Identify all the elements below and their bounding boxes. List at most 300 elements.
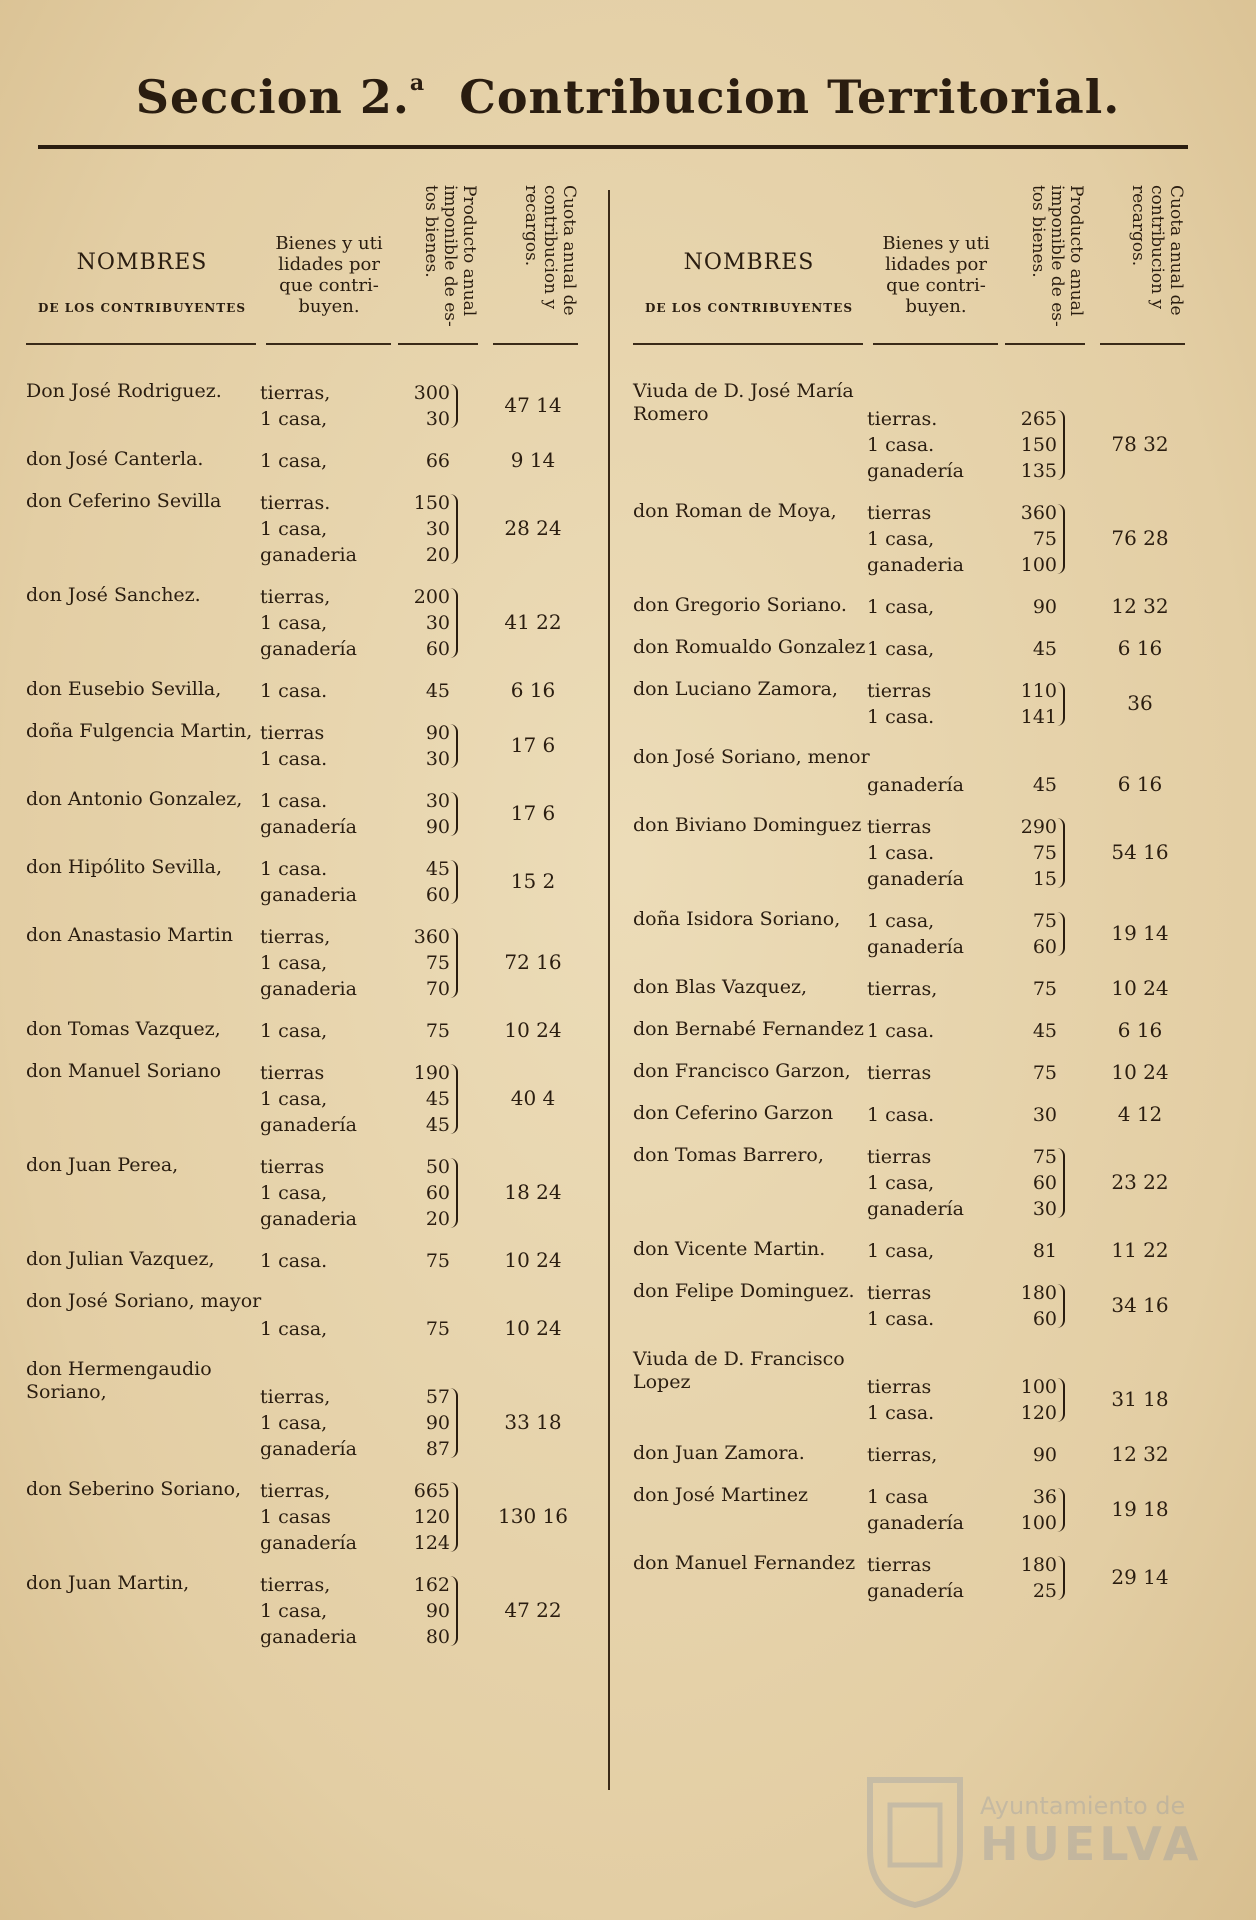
property-type: tierras, <box>260 586 331 608</box>
property-row <box>867 552 1067 578</box>
annual-quota: 4 12 <box>1117 1102 1163 1126</box>
title-rest: Contribucion Territorial. <box>459 70 1121 124</box>
contributor-entry <box>615 746 1185 798</box>
property-type: 1 casa. <box>260 680 328 702</box>
product-value: 15 <box>1032 868 1057 890</box>
grouping-brace <box>450 1576 458 1646</box>
grouping-brace <box>450 1158 458 1228</box>
annual-quota: 18 24 <box>504 1180 562 1204</box>
product-value: 50 <box>425 1156 450 1178</box>
product-value: 75 <box>425 1020 450 1042</box>
title-main: Seccion 2. <box>135 70 410 124</box>
property-row <box>867 594 1067 620</box>
annual-quota: 17 6 <box>510 801 556 825</box>
contributor-name: don José Soriano, menor <box>633 746 870 768</box>
property-row <box>867 1280 1067 1306</box>
property-row <box>867 500 1067 526</box>
contributor-entry <box>8 1018 578 1044</box>
product-value: 30 <box>425 408 450 430</box>
product-value: 36 <box>1032 1486 1057 1508</box>
property-list <box>260 1018 460 1044</box>
property-type: 1 casa, <box>867 1172 935 1194</box>
annual-quota: 9 14 <box>510 448 556 472</box>
grouping-brace <box>450 724 458 768</box>
contributor-entry <box>615 1018 1185 1044</box>
product-value: 300 <box>413 382 450 404</box>
contributor-entry <box>615 1238 1185 1264</box>
property-row <box>867 636 1067 662</box>
coat-of-arms-icon <box>860 1770 970 1910</box>
annual-quota: 19 18 <box>1111 1497 1169 1521</box>
annual-quota: 17 6 <box>510 733 556 757</box>
property-row <box>867 678 1067 704</box>
header-rule <box>633 343 863 345</box>
product-value: 60 <box>1032 1172 1057 1194</box>
property-type: tierras <box>260 1062 325 1084</box>
contributor-name: don Roman de Moya, <box>633 500 837 522</box>
property-row <box>867 814 1067 840</box>
property-list <box>260 1316 460 1342</box>
grouping-brace <box>450 860 458 904</box>
property-row <box>260 720 460 746</box>
property-row <box>867 1306 1067 1332</box>
product-value: 75 <box>425 952 450 974</box>
product-value: 75 <box>1032 978 1057 1000</box>
property-row <box>260 1180 460 1206</box>
property-type: ganaderia <box>260 1208 357 1230</box>
property-type: 1 casa. <box>867 1104 935 1126</box>
header-names-title: NOMBRES <box>683 250 815 275</box>
annual-quota: 10 24 <box>1111 976 1169 1000</box>
property-list <box>867 1442 1067 1468</box>
contributor-entry <box>615 1102 1185 1128</box>
contributor-entry <box>8 856 578 908</box>
product-value: 30 <box>1032 1104 1057 1126</box>
property-row <box>260 1410 460 1436</box>
property-list <box>867 814 1067 892</box>
title-sup: a <box>409 70 426 96</box>
property-row <box>260 1316 460 1342</box>
property-row <box>260 490 460 516</box>
contributor-entry <box>8 678 578 704</box>
property-row <box>260 788 460 814</box>
header-bienes: Bienes y uti lidades por que contri- buyen. <box>275 233 383 317</box>
property-type: tierras <box>867 1282 932 1304</box>
property-type: 1 casa. <box>260 748 328 770</box>
property-row <box>260 636 460 662</box>
header-bienes: Bienes y uti lidades por que contri- buyen. <box>882 233 990 317</box>
contributor-name: don José Canterla. <box>26 448 204 470</box>
product-value: 75 <box>1032 1062 1057 1084</box>
property-list <box>867 678 1067 730</box>
header-names <box>22 250 262 315</box>
contributor-name: Don José Rodriguez. <box>26 380 222 402</box>
contributor-name: don Eusebio Sevilla, <box>26 678 222 700</box>
contributor-entry <box>8 1572 578 1650</box>
product-value: 141 <box>1020 706 1057 728</box>
contributor-entry <box>8 448 578 474</box>
property-type: tierras, <box>867 1444 938 1466</box>
contributor-entry <box>615 814 1185 892</box>
contributor-entry <box>8 924 578 1002</box>
grouping-brace <box>1057 410 1065 480</box>
contributor-name: don Ceferino Garzon <box>633 1102 834 1124</box>
annual-quota: 28 24 <box>504 516 562 540</box>
property-type: 1 casa, <box>260 1412 328 1434</box>
product-value: 45 <box>425 680 450 702</box>
property-type: ganaderia <box>260 978 357 1000</box>
annual-quota: 10 24 <box>504 1316 562 1340</box>
property-row <box>260 1060 460 1086</box>
product-value: 45 <box>425 1088 450 1110</box>
property-row <box>867 1374 1067 1400</box>
property-type: ganaderia <box>260 1626 357 1648</box>
product-value: 75 <box>425 1318 450 1340</box>
property-list <box>260 788 460 840</box>
header-rule <box>1100 343 1185 345</box>
property-list <box>867 1280 1067 1332</box>
contributor-name: Viuda de D. José María Romero <box>633 380 854 425</box>
contributor-entry <box>615 594 1185 620</box>
property-list <box>260 1248 460 1274</box>
contributor-name: don Manuel Fernandez <box>633 1552 856 1574</box>
property-type: tierras <box>867 1376 932 1398</box>
product-value: 45 <box>425 858 450 880</box>
property-type: 1 casa, <box>867 1240 935 1262</box>
property-row <box>260 1154 460 1180</box>
contributor-name: don Francisco Garzon, <box>633 1060 851 1082</box>
contributor-entry <box>615 678 1185 730</box>
property-row <box>260 924 460 950</box>
property-list <box>260 1154 460 1232</box>
property-list <box>867 1060 1067 1086</box>
annual-quota: 47 14 <box>504 393 562 417</box>
product-value: 57 <box>425 1386 450 1408</box>
contributor-name: don Felipe Dominguez. <box>633 1280 855 1302</box>
property-row <box>260 1624 460 1650</box>
property-type: 1 casa. <box>867 1308 935 1330</box>
product-value: 60 <box>425 1182 450 1204</box>
property-list <box>867 1238 1067 1264</box>
property-type: tierras <box>867 1146 932 1168</box>
property-row <box>260 380 460 406</box>
property-type: tierras, <box>867 978 938 1000</box>
product-value: 81 <box>1032 1240 1057 1262</box>
contributor-entry <box>615 908 1185 960</box>
contributor-name: don Juan Perea, <box>26 1154 179 1176</box>
property-row <box>867 1102 1067 1128</box>
grouping-brace <box>450 384 458 428</box>
contributor-entry <box>615 1348 1185 1426</box>
product-value: 100 <box>1020 554 1057 576</box>
column-divider <box>608 190 610 1790</box>
property-type: ganadería <box>867 1580 964 1602</box>
property-row <box>260 814 460 840</box>
contributor-entry <box>615 1280 1185 1332</box>
property-type: ganadería <box>260 816 357 838</box>
property-list <box>260 448 460 474</box>
grouping-brace <box>450 1064 458 1134</box>
property-row <box>260 610 460 636</box>
contributor-name: don Ceferino Sevilla <box>26 490 222 512</box>
property-row <box>260 516 460 542</box>
header-cuota: Cuota anual de contribucion y recargos. <box>521 185 579 316</box>
product-value: 75 <box>425 1250 450 1272</box>
grouping-brace <box>1057 1284 1065 1328</box>
property-type: 1 casa, <box>867 596 935 618</box>
annual-quota: 11 22 <box>1111 1238 1169 1262</box>
property-type: 1 casa, <box>260 612 328 634</box>
grouping-brace <box>1057 504 1065 574</box>
property-list <box>260 678 460 704</box>
property-list <box>260 856 460 908</box>
contributor-entry <box>615 380 1185 484</box>
watermark-line2: HUELVA <box>980 1817 1203 1871</box>
property-list <box>867 406 1067 484</box>
contributor-entry <box>8 1290 578 1342</box>
property-type: tierras <box>260 1156 325 1178</box>
title-rule <box>38 145 1188 149</box>
contributor-entry <box>615 1442 1185 1468</box>
contributor-entry <box>8 720 578 772</box>
property-row <box>867 1442 1067 1468</box>
contributor-name: doña Fulgencia Martin, <box>26 720 253 742</box>
property-list <box>260 924 460 1002</box>
property-type: tierras <box>867 816 932 838</box>
annual-quota: 34 16 <box>1111 1293 1169 1317</box>
annual-quota: 6 16 <box>510 678 556 702</box>
property-type: tierras <box>260 722 325 744</box>
contributor-entry <box>8 1154 578 1232</box>
property-row <box>260 1248 460 1274</box>
grouping-brace <box>450 1482 458 1552</box>
property-list <box>867 908 1067 960</box>
property-type: 1 casa, <box>260 1020 328 1042</box>
product-value: 150 <box>1020 434 1057 456</box>
header-producto: Producto anual imponible de es- tos bienes. <box>421 185 479 327</box>
property-type: tierras, <box>260 1480 331 1502</box>
property-type: 1 casa. <box>867 842 935 864</box>
annual-quota: 6 16 <box>1117 636 1163 660</box>
property-row <box>260 448 460 474</box>
property-list <box>260 584 460 662</box>
contributor-entry <box>615 1060 1185 1086</box>
contributor-entry <box>8 1478 578 1556</box>
annual-quota: 47 22 <box>504 1598 562 1622</box>
property-type: tierras. <box>867 408 938 430</box>
property-row <box>867 908 1067 934</box>
contributor-name: Viuda de D. Francisco Lopez <box>633 1348 845 1393</box>
product-value: 30 <box>425 790 450 812</box>
annual-quota: 10 24 <box>504 1248 562 1272</box>
property-type: 1 casa, <box>260 1600 328 1622</box>
product-value: 135 <box>1020 460 1057 482</box>
property-list <box>260 490 460 568</box>
property-type: ganadería <box>260 638 357 660</box>
contributor-name: don Blas Vazquez, <box>633 976 808 998</box>
property-type: ganaderia <box>867 554 964 576</box>
annual-quota: 6 16 <box>1117 772 1163 796</box>
property-type: ganadería <box>867 1512 964 1534</box>
property-type: 1 casa. <box>260 858 328 880</box>
contributor-name: don Manuel Soriano <box>26 1060 222 1082</box>
property-row <box>260 746 460 772</box>
property-row <box>260 976 460 1002</box>
header-rule <box>398 343 478 345</box>
annual-quota: 12 32 <box>1111 1442 1169 1466</box>
header-names-sub: DE LOS CONTRIBUYENTES <box>38 301 246 315</box>
product-value: 60 <box>1032 936 1057 958</box>
contributor-name: don José Martinez <box>633 1484 809 1506</box>
property-row <box>260 1504 460 1530</box>
annual-quota: 31 18 <box>1111 1387 1169 1411</box>
product-value: 45 <box>1032 774 1057 796</box>
contributor-name: don Juan Zamora. <box>633 1442 805 1464</box>
product-value: 45 <box>1032 1020 1057 1042</box>
property-row <box>867 1238 1067 1264</box>
contributor-entry <box>8 1248 578 1274</box>
product-value: 80 <box>425 1626 450 1648</box>
annual-quota: 29 14 <box>1111 1565 1169 1589</box>
property-list <box>867 1018 1067 1044</box>
property-row <box>867 772 1067 798</box>
header-names <box>629 250 869 315</box>
product-value: 90 <box>425 816 450 838</box>
contributor-entry <box>615 1484 1185 1536</box>
annual-quota: 36 <box>1127 691 1153 715</box>
property-list <box>867 772 1067 798</box>
contributor-entry <box>8 1060 578 1138</box>
property-row <box>260 856 460 882</box>
annual-quota: 78 32 <box>1111 432 1169 456</box>
grouping-brace <box>1057 1378 1065 1422</box>
property-row <box>867 840 1067 866</box>
property-row <box>260 1478 460 1504</box>
contributor-entry <box>615 1144 1185 1222</box>
product-value: 90 <box>1032 1444 1057 1466</box>
property-row <box>867 976 1067 1002</box>
property-row <box>867 1552 1067 1578</box>
property-row <box>260 678 460 704</box>
grouping-brace <box>1057 682 1065 726</box>
watermark-text <box>980 1792 1203 1871</box>
product-value: 30 <box>425 612 450 634</box>
property-type: tierras <box>867 502 932 524</box>
watermark-line1: Ayuntamiento de <box>980 1792 1186 1820</box>
property-type: tierras. <box>260 492 331 514</box>
left-column <box>8 165 578 1785</box>
contributor-name: don Romualdo Gonzalez <box>633 636 866 658</box>
right-header <box>615 165 1185 365</box>
product-value: 265 <box>1020 408 1057 430</box>
product-value: 45 <box>1032 638 1057 660</box>
property-type: tierras <box>867 680 932 702</box>
contributor-name: don Anastasio Martin <box>26 924 233 946</box>
property-type: tierras, <box>260 1574 331 1596</box>
header-rule <box>1005 343 1085 345</box>
contributor-name: don Hermengaudio Soriano, <box>26 1358 212 1403</box>
property-type: ganadería <box>867 936 964 958</box>
property-list <box>867 636 1067 662</box>
header-producto: Producto anual imponible de es- tos bienes. <box>1028 185 1086 327</box>
contributor-name: doña Isidora Soriano, <box>633 908 841 930</box>
property-type: ganadería <box>260 1114 357 1136</box>
product-value: 124 <box>413 1532 450 1554</box>
header-names-title: NOMBRES <box>76 250 208 275</box>
property-row <box>867 1060 1067 1086</box>
grouping-brace <box>450 1388 458 1458</box>
annual-quota: 76 28 <box>1111 526 1169 550</box>
product-value: 30 <box>425 518 450 540</box>
property-type: 1 casa, <box>867 528 935 550</box>
property-row <box>260 542 460 568</box>
grouping-brace <box>450 792 458 836</box>
product-value: 180 <box>1020 1554 1057 1576</box>
product-value: 120 <box>1020 1402 1057 1424</box>
product-value: 90 <box>425 1412 450 1434</box>
grouping-brace <box>1057 912 1065 956</box>
product-value: 90 <box>425 1600 450 1622</box>
property-row <box>867 866 1067 892</box>
product-value: 75 <box>1032 1146 1057 1168</box>
property-type: 1 casa. <box>867 706 935 728</box>
property-row <box>867 458 1067 484</box>
property-list <box>867 1374 1067 1426</box>
product-value: 665 <box>413 1480 450 1502</box>
product-value: 70 <box>425 978 450 1000</box>
property-row <box>867 1510 1067 1536</box>
property-row <box>260 1598 460 1624</box>
property-list <box>260 720 460 772</box>
grouping-brace <box>1057 818 1065 888</box>
header-rule <box>266 343 391 345</box>
contributor-name: don Vicente Martin. <box>633 1238 826 1260</box>
contributor-entry <box>8 584 578 662</box>
grouping-brace <box>450 494 458 564</box>
property-row <box>260 1112 460 1138</box>
product-value: 75 <box>1032 528 1057 550</box>
property-type: 1 casa, <box>260 518 328 540</box>
product-value: 45 <box>425 1114 450 1136</box>
property-row <box>260 1018 460 1044</box>
product-value: 60 <box>425 638 450 660</box>
property-list <box>260 380 460 432</box>
property-type: 1 casa, <box>867 638 935 660</box>
property-type: ganadería <box>260 1532 357 1554</box>
property-row <box>867 432 1067 458</box>
property-type: 1 casa, <box>260 1088 328 1110</box>
property-type: ganadería <box>260 1438 357 1460</box>
property-type: 1 casas <box>260 1506 331 1528</box>
contributor-name: don Hipólito Sevilla, <box>26 856 222 878</box>
header-rule <box>873 343 998 345</box>
property-row <box>867 1170 1067 1196</box>
contributor-entry <box>8 490 578 568</box>
contributor-entry <box>615 1552 1185 1604</box>
product-value: 60 <box>1032 1308 1057 1330</box>
property-row <box>867 1196 1067 1222</box>
annual-quota: 54 16 <box>1111 840 1169 864</box>
property-list <box>260 1384 460 1462</box>
header-names-sub: DE LOS CONTRIBUYENTES <box>645 301 853 315</box>
property-type: tierras <box>867 1554 932 1576</box>
property-list <box>867 1144 1067 1222</box>
header-rule <box>26 343 256 345</box>
property-type: 1 casa <box>867 1486 929 1508</box>
contributor-entry <box>615 976 1185 1002</box>
header-cuota: Cuota anual de contribucion y recargos. <box>1128 185 1186 316</box>
annual-quota: 40 4 <box>510 1086 556 1110</box>
